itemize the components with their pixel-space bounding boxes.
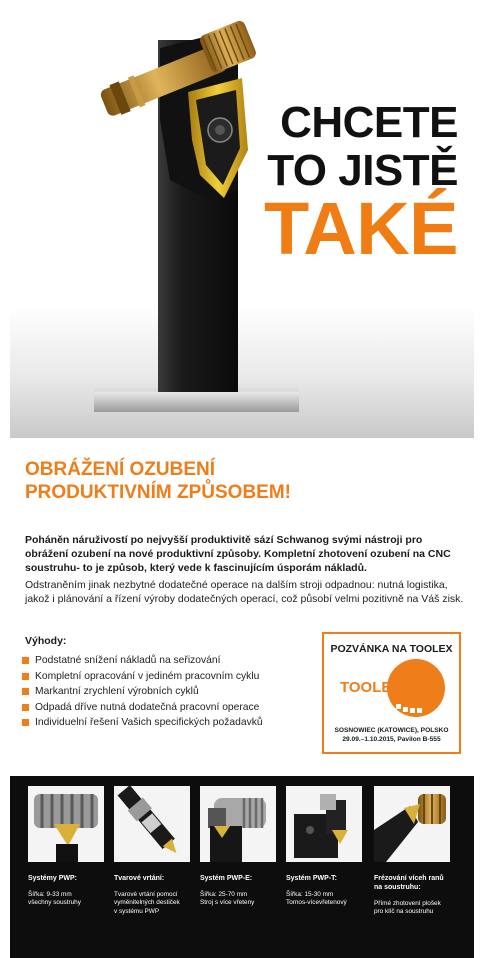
product-card-polygon-milling[interactable] bbox=[374, 786, 450, 917]
bullet-square-icon bbox=[22, 688, 29, 695]
product-desc: Šířka: 15-30 mm Tornos-vícevřetenový bbox=[286, 891, 347, 907]
product-title: Frézování víceh ranů na soustruhu: bbox=[374, 875, 444, 891]
products-band bbox=[10, 776, 474, 958]
product-desc: Přímé zhotovení plošek pro klíč na soustruhu bbox=[374, 900, 441, 916]
list-item: Individuelní řešení Vašich specifických požadavků bbox=[22, 715, 263, 731]
list-item: Podstatné snížení nákladů na seřizování bbox=[22, 653, 263, 669]
svg-text:TOOLEX: TOOLEX bbox=[340, 679, 402, 696]
product-image bbox=[28, 786, 104, 862]
page-headline bbox=[25, 458, 465, 504]
bullet-square-icon bbox=[22, 704, 29, 711]
body-paragraph: Odstraněním jinak nezbytné dodatečné operace na dalším stroji odpadnou: nutná logistika, jakož i plánování a řízení výroby dodatečných operací, což působí velmi pozitivně na Váš zisk. bbox=[25, 579, 464, 605]
product-image bbox=[374, 786, 450, 862]
product-card-pwp-t[interactable] bbox=[286, 786, 362, 908]
bullet-square-icon bbox=[22, 673, 29, 680]
product-image bbox=[286, 786, 362, 862]
product-image bbox=[114, 786, 190, 862]
toolex-invitation[interactable] bbox=[322, 632, 461, 754]
list-item: Odpadá dříve nutná dodatečná pracovní operace bbox=[22, 700, 263, 716]
advantages-list bbox=[22, 653, 263, 731]
product-title: Systém PWP-E: bbox=[200, 875, 253, 882]
hero-title-line2: TO JISTĚ bbox=[267, 146, 458, 195]
toolex-date: 29.09.–1.10.2015, Pavilon B-555 bbox=[342, 736, 441, 743]
toolex-location: SOSNOWIEC (KATOWICE), POLSKO bbox=[334, 727, 449, 734]
advantages-title: Výhody: bbox=[25, 635, 67, 647]
headline-line2: PRODUKTIVNÍM ZPŮSOBEM! bbox=[25, 482, 291, 503]
product-title: Systémy PWP: bbox=[28, 875, 78, 882]
product-desc: Šířka: 9-33 mm všechny soustruhy bbox=[28, 891, 81, 907]
lead-paragraph: Poháněn náruživostí po nejvyšší produktivitě sází Schwanog svými nástroji pro obrážení ozubení na nové produktivní způsoby. Kompletní zhotovení ozubení na CNC soustruhu- to je způsob, který vede k fascinujícím úsporám nákladů. bbox=[25, 534, 451, 574]
list-item: Kompletní opracování v jediném pracovním cyklu bbox=[22, 669, 263, 685]
product-card-form-drilling[interactable] bbox=[114, 786, 190, 916]
hero-banner bbox=[10, 0, 474, 438]
bullet-square-icon bbox=[22, 657, 29, 664]
toolex-details bbox=[324, 726, 459, 744]
product-card-pwp-e[interactable] bbox=[200, 786, 276, 908]
bullet-square-icon bbox=[22, 719, 29, 726]
headline-line1: OBRÁŽENÍ OZUBENÍ bbox=[25, 459, 215, 480]
product-card-pwp[interactable] bbox=[28, 786, 104, 908]
product-title: Systém PWP-T: bbox=[286, 875, 337, 882]
product-desc: Tvarové vrtání pomocí vyměnitelných destiček v systému PWP bbox=[114, 891, 180, 915]
toolex-header: POZVÁNKA NA TOOLEX bbox=[330, 643, 453, 655]
product-image bbox=[200, 786, 276, 862]
list-item: Markantní zrychlení výrobních cyklů bbox=[22, 684, 263, 700]
hero-title-line1: CHCETE bbox=[280, 98, 458, 147]
toolex-logo bbox=[338, 658, 448, 718]
hero-title-accent: TAKÉ bbox=[264, 187, 458, 270]
product-desc: Šířka: 25-70 mm Stroj s více vřeteny bbox=[200, 891, 255, 907]
product-title: Tvarové vrtání: bbox=[114, 875, 165, 882]
